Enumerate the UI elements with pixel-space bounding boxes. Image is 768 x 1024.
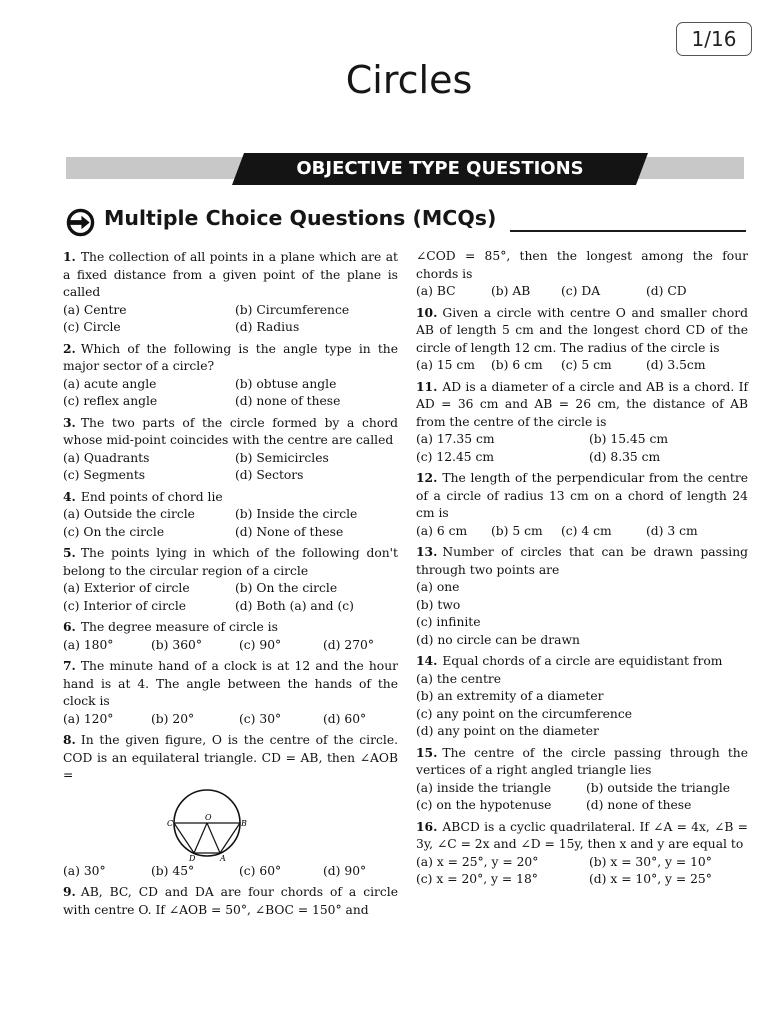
banner-text: OBJECTIVE TYPE QUESTIONS (296, 158, 584, 179)
question-number: 2. (63, 340, 76, 356)
question-9-part-2 (416, 248, 748, 301)
question-number: 10. (416, 304, 438, 320)
option-b: (b) 360° (151, 637, 202, 652)
option-c: (c) Interior of circle (63, 598, 187, 613)
option-b: (b) AB (491, 284, 531, 298)
option-d: (d) any point on the diameter (416, 724, 599, 738)
option-b: (b) 15.45 cm (589, 432, 669, 446)
option-c: (c) reflex angle (63, 394, 158, 408)
option-d: (d) 90° (323, 863, 367, 878)
option-a: (a) Centre (63, 302, 127, 317)
circle-figure (63, 785, 398, 863)
option-c: (c) 4 cm (561, 523, 612, 538)
option-d: (d) 3.5cm (646, 358, 706, 372)
label-b: B (241, 818, 247, 828)
option-a: (a) 17.35 cm (416, 432, 495, 446)
option-d: (d) CD (646, 284, 687, 298)
section-header (66, 203, 746, 239)
question-16 (416, 818, 748, 889)
question-number: 3. (63, 414, 76, 430)
objective-banner (66, 153, 744, 185)
question-text: Which of the following is the angle type in the major sector of a circle? (63, 341, 398, 373)
question-text: ∠COD = 85°, then the longest among the four chords is (416, 249, 748, 281)
question-15 (416, 744, 748, 815)
option-c: (c) 30° (239, 711, 282, 726)
question-number: 7. (63, 658, 76, 673)
question-text: The two parts of the circle formed by a chord whose mid-point coincides with the centre are called (63, 415, 398, 447)
question-text: Given a circle with centre O and smaller chord AB of length 5 cm and the longest chord CD of the circle of length 12 cm. The radius of the circle is (416, 305, 748, 355)
question-5 (63, 544, 398, 615)
question-number: 5. (63, 545, 76, 560)
option-b: (b) 20° (151, 711, 195, 726)
option-a: (a) 15 cm (416, 358, 475, 372)
question-6 (63, 618, 398, 654)
option-c: (c) 90° (239, 637, 282, 652)
question-14 (416, 652, 748, 741)
option-d: (d) Both (a) and (c) (235, 598, 354, 613)
option-c: (c) DA (561, 284, 601, 298)
arrow-circle-icon (66, 208, 95, 237)
section-underline (510, 230, 746, 232)
question-3 (63, 414, 398, 485)
question-number: 11. (416, 378, 438, 394)
option-a: (a) Exterior of circle (63, 581, 190, 595)
question-text: Equal chords of a circle are equidistant from (442, 654, 723, 668)
option-b: (b) 6 cm (491, 358, 543, 372)
question-number: 9. (63, 884, 76, 899)
question-13 (416, 543, 748, 649)
question-12 (416, 469, 748, 540)
option-d: (d) Sectors (235, 468, 304, 482)
option-b: (b) Inside the circle (235, 507, 358, 521)
option-d: (d) 8.35 cm (589, 449, 661, 464)
option-b: (b) On the circle (235, 581, 338, 595)
question-9-part-1 (63, 883, 398, 919)
question-text: AD is a diameter of a circle and AB is a chord. If AD = 36 cm and AB = 26 cm, the distance of AB from the centre of the circle is (416, 379, 748, 429)
option-a: (a) acute angle (63, 376, 157, 391)
page-title: Circles (345, 58, 473, 102)
question-4 (63, 488, 398, 542)
circle-diagram (167, 787, 247, 861)
option-c: (c) Circle (63, 320, 121, 334)
option-a: (a) x = 25°, y = 20° (416, 854, 539, 869)
option-d: (d) Radius (235, 320, 300, 334)
option-d: (d) none of these (235, 394, 341, 408)
label-c: C (167, 818, 174, 828)
option-b: (b) x = 30°, y = 10° (589, 854, 712, 869)
section-title: Multiple Choice Questions (MCQs) (104, 206, 497, 230)
question-text: End points of chord lie (80, 489, 223, 504)
left-column (63, 248, 398, 922)
option-c: (c) any point on the circumference (416, 706, 632, 721)
option-b: (b) 5 cm (491, 523, 543, 538)
option-a: (a) 180° (63, 637, 114, 652)
right-column (416, 248, 748, 892)
option-a: (a) Outside the circle (63, 507, 195, 521)
question-text: In the given figure, O is the centre of the circle. COD is an equilateral triangle. CD = AB, then ∠AOB = (63, 733, 398, 782)
option-c: (c) On the circle (63, 524, 165, 539)
question-number: 6. (63, 619, 76, 634)
option-a: (a) 6 cm (416, 523, 468, 538)
question-number: 15. (416, 744, 438, 760)
option-c: (c) 12.45 cm (416, 449, 495, 464)
question-text: AB, BC, CD and DA are four chords of a circle with centre O. If ∠AOB = 50°, ∠BOC = 150° and (63, 885, 398, 917)
option-b: (b) Semicircles (235, 450, 329, 465)
question-8 (63, 731, 398, 880)
page-counter: 1/16 (676, 22, 752, 56)
question-text: The points lying in which of the following don't belong to the circular region of a circle (63, 546, 398, 578)
question-2 (63, 340, 398, 411)
question-number: 14. (416, 653, 438, 668)
option-d: (d) 60° (323, 711, 367, 726)
option-d: (d) 270° (323, 637, 374, 652)
question-text: The centre of the circle passing through the vertices of a right angled triangle lies (416, 745, 748, 777)
question-text: The minute hand of a clock is at 12 and the hour hand is at 4. The angle between the hands of the clock is (63, 659, 398, 708)
question-number: 8. (63, 732, 76, 747)
option-a: (a) one (416, 580, 460, 594)
option-d: (d) 3 cm (646, 523, 698, 538)
option-c: (c) on the hypotenuse (416, 798, 552, 812)
option-d: (d) None of these (235, 524, 344, 539)
option-a: (a) the centre (416, 671, 502, 686)
option-b: (b) an extremity of a diameter (416, 689, 604, 703)
question-10 (416, 304, 748, 375)
option-c: (c) Segments (63, 468, 146, 482)
option-b: (b) 45° (151, 863, 195, 878)
label-a: A (220, 853, 226, 861)
option-d: (d) none of these (586, 798, 692, 812)
option-d: (d) x = 10°, y = 25° (589, 872, 712, 886)
option-c: (c) x = 20°, y = 18° (416, 872, 538, 886)
question-text: The degree measure of circle is (80, 620, 278, 634)
option-b: (b) outside the triangle (586, 780, 731, 795)
option-c: (c) infinite (416, 615, 481, 629)
question-text: The length of the perpendicular from the centre of a circle of radius 13 cm on a chord of length 24 cm is (416, 471, 748, 520)
label-o: O (205, 812, 212, 822)
option-c: (c) 5 cm (561, 358, 612, 372)
question-number: 4. (63, 488, 76, 504)
question-text: Number of circles that can be drawn passing through two points are (416, 545, 748, 577)
option-d: (d) no circle can be drawn (416, 632, 580, 647)
question-number: 12. (416, 470, 438, 485)
question-number: 1. (63, 249, 76, 264)
option-a: (a) Quadrants (63, 450, 150, 465)
question-11 (416, 378, 748, 467)
label-d: D (189, 853, 196, 861)
question-1 (63, 248, 398, 337)
option-b: (b) obtuse angle (235, 376, 337, 391)
question-7 (63, 657, 398, 728)
option-a: (a) 120° (63, 711, 114, 726)
question-text: The collection of all points in a plane which are at a fixed distance from a given point of the plane is called (63, 250, 398, 299)
option-a: (a) 30° (63, 863, 106, 878)
option-a: (a) inside the triangle (416, 780, 552, 795)
option-b: (b) two (416, 597, 461, 612)
question-number: 13. (416, 544, 438, 559)
option-a: (a) BC (416, 284, 456, 298)
option-c: (c) 60° (239, 863, 282, 878)
option-b: (b) Circumference (235, 302, 350, 317)
question-number: 16. (416, 818, 438, 834)
question-text: ABCD is a cyclic quadrilateral. If ∠A = 4x, ∠B = 3y, ∠C = 2x and ∠D = 15y, then x and y are equal to (416, 819, 748, 851)
